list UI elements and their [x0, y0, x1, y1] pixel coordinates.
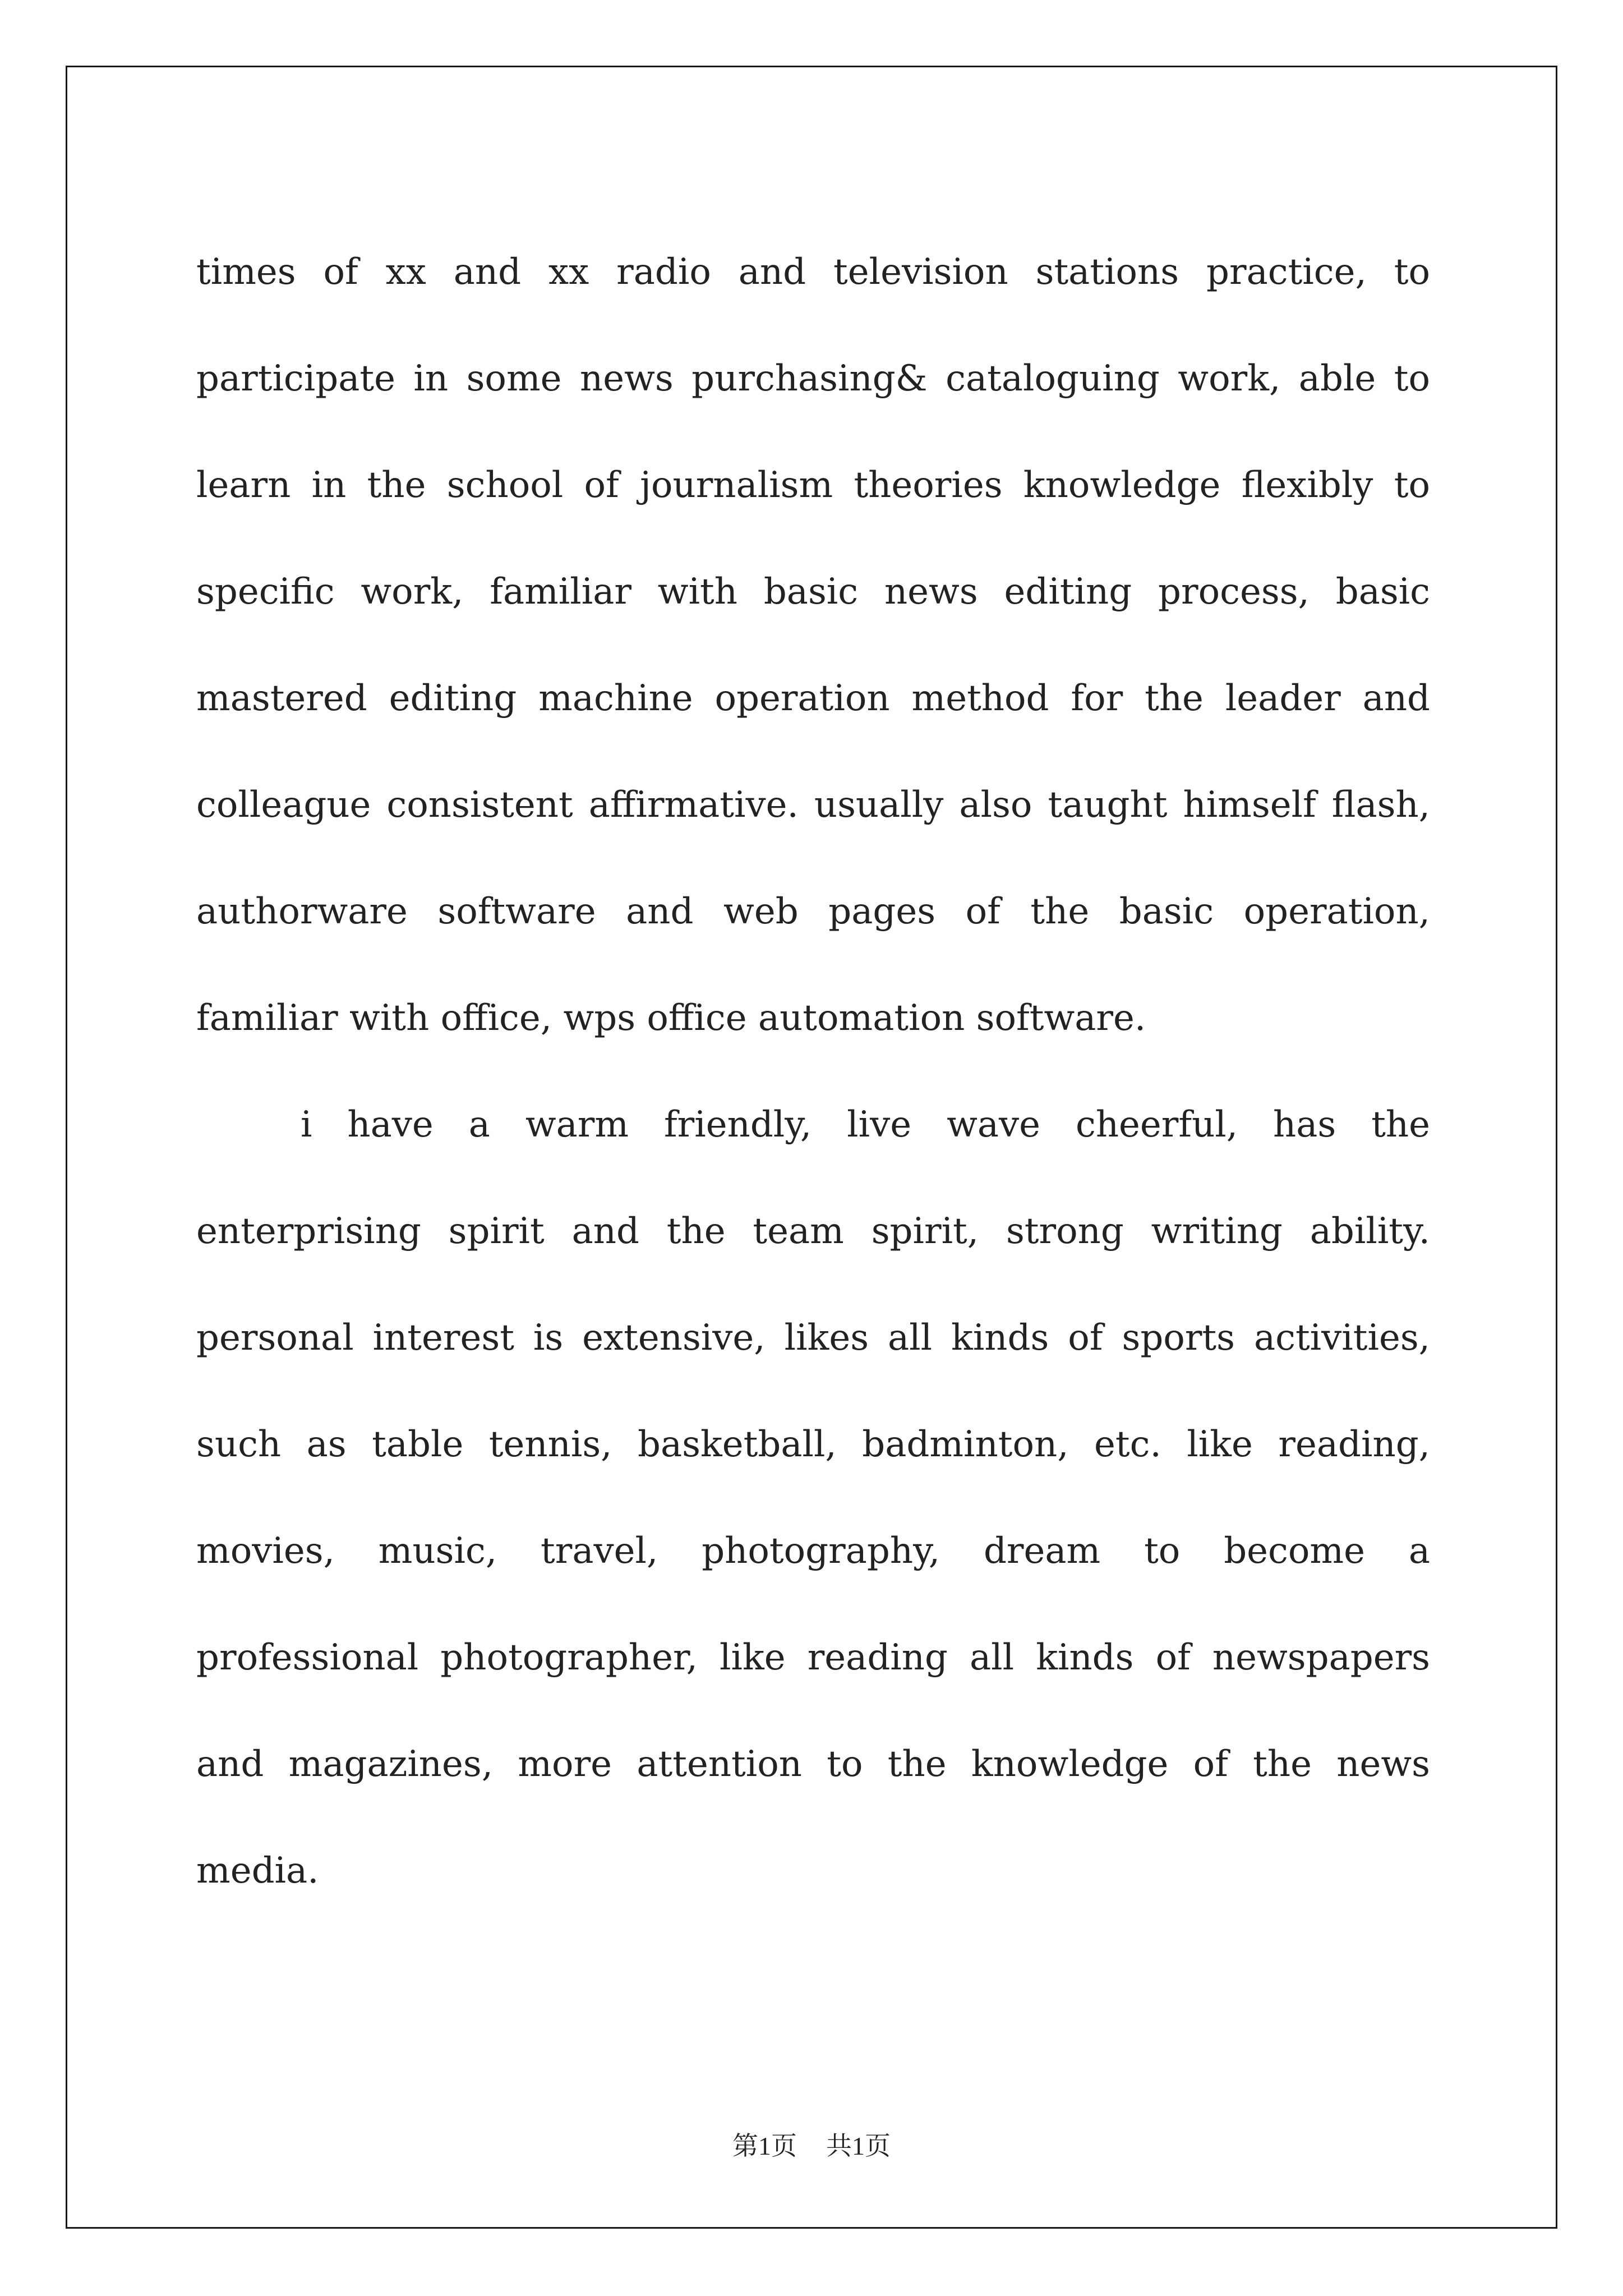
document-body	[196, 219, 1430, 1924]
total-page-count: 共1页	[826, 2132, 891, 2160]
paragraph-2: i have a warm friendly, live wave cheerful, has the enterprising spirit and the team spirit, strong writing ability. personal interest is extensive, likes all kinds of sports activities, such as table tennis, basketball, badminton, etc. like reading, movies, music, travel, photography, dream to become a professional photographer, like reading all kinds of newspapers and magazines, more attention to the knowledge of the news media.	[196, 1104, 1430, 1892]
page-footer	[0, 2129, 1623, 2163]
current-page-number: 第1页	[732, 2132, 797, 2160]
paragraph-1: times of xx and xx radio and television stations practice, to participate in some news purchasing& cataloguing work, able to learn in the school of journalism theories knowledge flexibly to specific work, familiar with basic news editing process, basic mastered editing machine operation method for the leader and colleague consistent affirmative. usually also taught himself flash, authorware software and web pages of the basic operation, familiar with office, wps office automation software.	[196, 251, 1430, 1039]
